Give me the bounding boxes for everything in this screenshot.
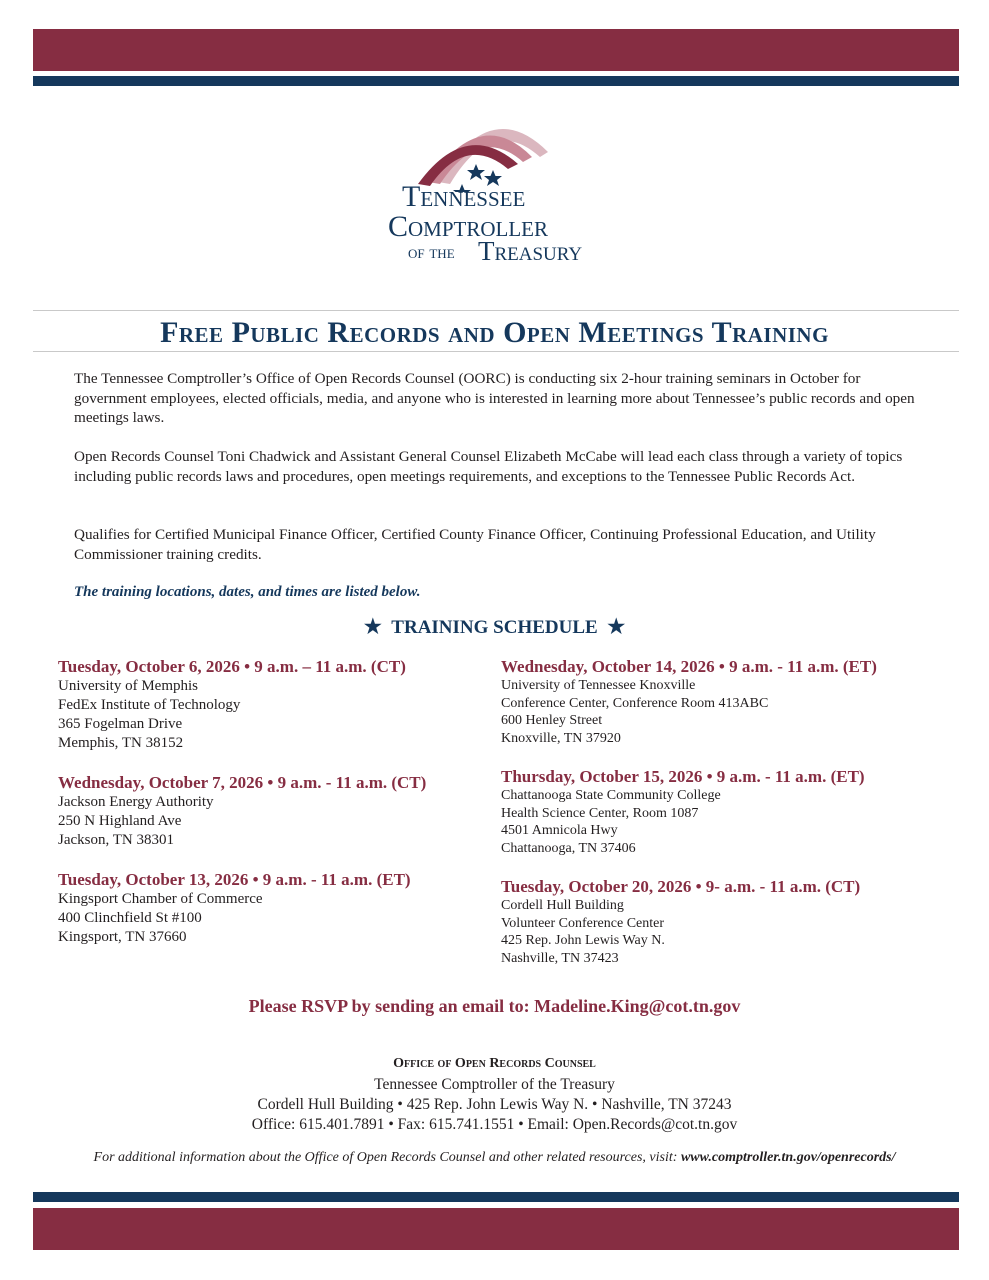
schedule-heading: [0, 614, 989, 639]
event-location-line: 4501 Amnicola Hwy: [501, 823, 618, 838]
logo-line-of-the: of the: [408, 242, 455, 263]
event-kingsport: [58, 869, 411, 947]
event-chattanooga: [501, 766, 865, 857]
event-location-line: Conference Center, Conference Room 413ABC: [501, 695, 769, 711]
event-date-time: Tuesday, October 6, 2026 • 9 a.m. – 11 a.m. (CT): [58, 657, 406, 676]
event-location-line: Kingsport Chamber of Commerce: [58, 891, 263, 907]
bottom-maroon-band: [33, 1208, 959, 1250]
intro-paragraph-2: Open Records Counsel Toni Chadwick and Assistant General Counsel Elizabeth McCabe will lead each class through a variety of topics including public records laws and procedures, open meetings requirements, and exceptions to the Tennessee Public Records Act.: [74, 448, 903, 485]
event-location-line: 425 Rep. John Lewis Way N.: [501, 933, 665, 948]
page-title: Free Public Records and Open Meetings Training: [160, 316, 829, 349]
event-location-line: University of Memphis: [58, 678, 198, 694]
event-location-line: Chattanooga, TN 37406: [501, 840, 636, 856]
star-icon: ★: [363, 616, 382, 638]
event-date-time: Wednesday, October 14, 2026 • 9 a.m. - 11 a.m. (ET): [501, 657, 877, 676]
event-date-time: Wednesday, October 7, 2026 • 9 a.m. - 11 a.m. (CT): [58, 773, 427, 792]
event-nashville: [501, 876, 860, 967]
event-location-line: Nashville, TN 37423: [501, 950, 619, 966]
schedule-note: The training locations, dates, and times are listed below.: [74, 584, 421, 600]
schedule-heading-text: TRAINING SCHEDULE: [391, 617, 598, 638]
event-memphis: [58, 656, 406, 753]
logo-line-tennessee: Tennessee: [402, 180, 526, 213]
event-location-line: Volunteer Conference Center: [501, 915, 665, 931]
title-rule-top: [33, 310, 959, 311]
event-location-line: 250 N Highland Ave: [58, 813, 182, 829]
office-address: Cordell Hull Building • 425 Rep. John Lewis Way N. • Nashville, TN 37243: [257, 1096, 732, 1113]
top-navy-band: [33, 76, 959, 86]
event-location-line: Kingsport, TN 37660: [58, 929, 187, 945]
event-location-line: Cordell Hull Building: [501, 898, 624, 913]
comptroller-logo: [380, 112, 610, 272]
event-location-line: FedEx Institute of Technology: [58, 697, 241, 713]
intro-paragraph-3: Qualifies for Certified Municipal Finance Officer, Certified County Finance Officer, Continuing Professional Education, and Utility Commissioner training credits.: [74, 526, 876, 563]
top-maroon-band: [33, 29, 959, 71]
event-date-time: Tuesday, October 20, 2026 • 9- a.m. - 11 a.m. (CT): [501, 877, 861, 896]
event-location-line: Knoxville, TN 37920: [501, 730, 621, 746]
title-rule-bottom: [33, 351, 959, 352]
event-location-line: 400 Clinchfield St #100: [58, 910, 202, 926]
event-location-line: Jackson Energy Authority: [58, 794, 214, 810]
event-date-time: Tuesday, October 13, 2026 • 9 a.m. - 11 a.m. (ET): [58, 870, 411, 889]
event-location-line: Jackson, TN 38301: [58, 832, 174, 848]
logo-line-comptroller: Comptroller: [388, 210, 549, 243]
event-location-line: Health Science Center, Room 1087: [501, 805, 699, 821]
office-line-1: Tennessee Comptroller of the Treasury: [374, 1076, 615, 1093]
event-jackson: [58, 772, 426, 850]
bottom-navy-band: [33, 1192, 959, 1202]
office-name: Office of Open Records Counsel: [393, 1056, 596, 1071]
rsvp-line: Please RSVP by sending an email to: Madeline.King@cot.tn.gov: [248, 996, 741, 1016]
event-location-line: 365 Fogelman Drive: [58, 716, 183, 732]
star-icon: ★: [607, 616, 626, 638]
event-date-time: Thursday, October 15, 2026 • 9 a.m. - 11 a.m. (ET): [501, 767, 865, 786]
intro-paragraph-1: The Tennessee Comptroller’s Office of Open Records Counsel (OORC) is conducting six 2-hour training seminars in October for government employees, elected officials, media, and anyone who is interested in learning more about Tennessee’s public records and open meetings laws.: [74, 370, 915, 426]
footer-note: [0, 1150, 989, 1166]
event-location-line: Chattanooga State Community College: [501, 788, 721, 803]
event-location-line: Memphis, TN 38152: [58, 735, 184, 751]
event-location-line: University of Tennessee Knoxville: [501, 678, 696, 693]
footer-note-text: For additional information about the Office of Open Records Counsel and other related resources, visit:: [93, 1150, 681, 1165]
logo-line-treasury: Treasury: [478, 236, 583, 266]
footer-url-link[interactable]: www.comptroller.tn.gov/openrecords/: [680, 1150, 896, 1165]
office-contact: Office: 615.401.7891 • Fax: 615.741.1551 • Email: Open.Records@cot.tn.gov: [251, 1116, 738, 1133]
event-knoxville: [501, 656, 877, 747]
event-location-line: 600 Henley Street: [501, 713, 603, 728]
